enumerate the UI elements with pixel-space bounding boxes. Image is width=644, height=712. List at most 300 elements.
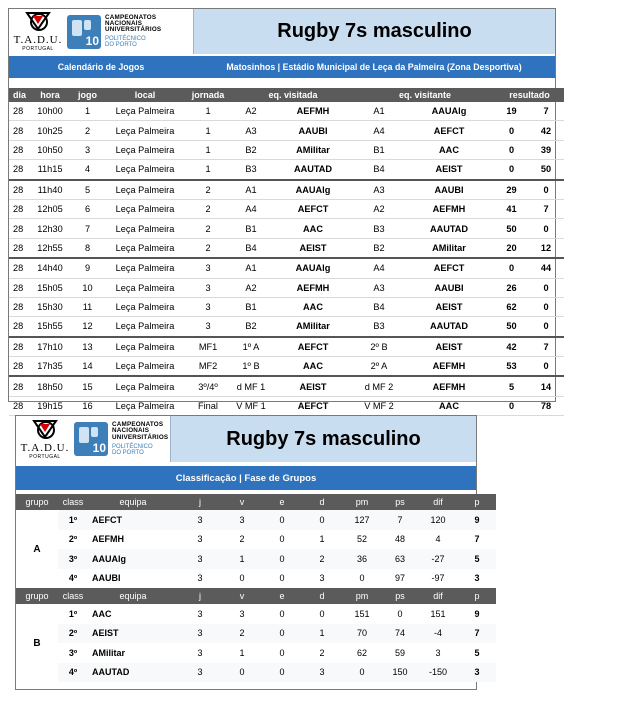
- cell-d: 1: [302, 624, 342, 644]
- cell-s2: 0: [528, 297, 564, 316]
- cell-d: 3: [302, 569, 342, 589]
- cell-pm: 62: [342, 643, 382, 663]
- cell-local: Leça Palmeira: [105, 357, 185, 377]
- cell-d: 0: [302, 510, 342, 530]
- cell-local: Leça Palmeira: [105, 121, 185, 140]
- table-row: [9, 376, 564, 396]
- table-row: [9, 337, 564, 357]
- title-cell: [193, 9, 555, 54]
- col-header: jornada: [185, 88, 231, 102]
- cell-team2: AAUTAD: [403, 317, 495, 337]
- cell-class: 4º: [58, 569, 88, 589]
- cell-team: AEFCT: [88, 510, 178, 530]
- cnu-edition-number: 10: [92, 441, 106, 455]
- col-header: dif: [418, 588, 458, 604]
- tadu-logo-subtext: PORTUGAL: [22, 46, 54, 52]
- cell-dif: 151: [418, 604, 458, 624]
- cell-pos2: B2: [355, 238, 403, 258]
- title-cell: [170, 416, 476, 462]
- cell-team2: AEIST: [403, 337, 495, 357]
- cell-dia: 28: [9, 357, 30, 377]
- cell-jornada: 2: [185, 238, 231, 258]
- cnu-line3: UNIVERSITÁRIOS: [105, 26, 162, 34]
- logo-group: [9, 9, 193, 54]
- logo-group: [16, 416, 170, 462]
- standings-bar: [16, 466, 476, 490]
- table-row: [9, 140, 564, 159]
- calendar-header: [9, 9, 555, 54]
- cell-hora: 10h25: [30, 121, 70, 140]
- cell-team1: AMilitar: [271, 317, 355, 337]
- cell-local: Leça Palmeira: [105, 258, 185, 278]
- cell-jornada: 3: [185, 297, 231, 316]
- cell-jogo: 15: [70, 376, 105, 396]
- cell-ps: 74: [382, 624, 418, 644]
- cell-team1: AEFCT: [271, 396, 355, 415]
- cell-local: Leça Palmeira: [105, 199, 185, 218]
- cell-hora: 12h55: [30, 238, 70, 258]
- cell-pos1: 1º B: [231, 357, 271, 377]
- cell-hora: 19h15: [30, 396, 70, 415]
- col-header: local: [105, 88, 185, 102]
- cell-local: Leça Palmeira: [105, 180, 185, 200]
- cell-hora: 15h55: [30, 317, 70, 337]
- cell-p: 9: [458, 510, 496, 530]
- cnu-emblem-icon: [74, 422, 108, 456]
- cnu-edition-number: 10: [85, 33, 99, 48]
- cell-ps: 7: [382, 510, 418, 530]
- cell-dia: 28: [9, 258, 30, 278]
- cell-jogo: 16: [70, 396, 105, 415]
- cell-team2: AMilitar: [403, 238, 495, 258]
- standings-bar-text: Classificação | Fase de Grupos: [175, 472, 317, 484]
- cell-jornada: 2: [185, 219, 231, 238]
- standings-title: Rugby 7s masculino: [226, 427, 421, 450]
- cell-dia: 28: [9, 396, 30, 415]
- cell-jogo: 12: [70, 317, 105, 337]
- cell-hora: 17h10: [30, 337, 70, 357]
- cell-team2: AEIST: [403, 160, 495, 180]
- cell-team2: AAUAlg: [403, 102, 495, 121]
- col-header: equipa: [88, 494, 178, 510]
- col-header: d: [302, 494, 342, 510]
- cell-j: 3: [178, 510, 222, 530]
- cell-j: 3: [178, 569, 222, 589]
- cell-s2: 7: [528, 199, 564, 218]
- cell-jogo: 4: [70, 160, 105, 180]
- col-header: equipa: [88, 588, 178, 604]
- cell-team: AAUTAD: [88, 663, 178, 683]
- cell-dia: 28: [9, 160, 30, 180]
- cell-jornada: 2: [185, 180, 231, 200]
- table-row: [16, 624, 496, 644]
- cell-pos2: A4: [355, 258, 403, 278]
- calendar-header-row: [9, 88, 564, 102]
- cell-j: 3: [178, 549, 222, 569]
- cell-pos1: A2: [231, 102, 271, 121]
- table-row: [16, 549, 496, 569]
- cell-v: 3: [222, 604, 262, 624]
- col-header: ps: [382, 494, 418, 510]
- cell-hora: 11h15: [30, 160, 70, 180]
- table-row: [16, 643, 496, 663]
- cell-local: Leça Palmeira: [105, 396, 185, 415]
- cell-s1: 20: [495, 238, 528, 258]
- cell-local: Leça Palmeira: [105, 317, 185, 337]
- cell-pos2: A4: [355, 121, 403, 140]
- cell-pm: 127: [342, 510, 382, 530]
- cell-pos2: B1: [355, 140, 403, 159]
- cnu-org1: POLITÉCNICO: [112, 443, 153, 450]
- cell-s1: 0: [495, 258, 528, 278]
- cell-jornada: Final: [185, 396, 231, 415]
- calendar-table: [9, 88, 564, 416]
- cell-s1: 5: [495, 376, 528, 396]
- cell-hora: 10h50: [30, 140, 70, 159]
- cell-pos2: B4: [355, 297, 403, 316]
- cell-j: 3: [178, 604, 222, 624]
- cell-s1: 0: [495, 396, 528, 415]
- cell-v: 0: [222, 569, 262, 589]
- tadu-logo: [9, 11, 67, 52]
- table-row: [9, 121, 564, 140]
- cell-pos2: 2º A: [355, 357, 403, 377]
- tadu-emblem-icon: [25, 11, 51, 33]
- cell-team2: AAC: [403, 396, 495, 415]
- cell-dia: 28: [9, 219, 30, 238]
- cell-local: Leça Palmeira: [105, 219, 185, 238]
- cell-jornada: 3: [185, 258, 231, 278]
- cell-ps: 97: [382, 569, 418, 589]
- cell-pos1: A2: [231, 278, 271, 297]
- cell-s1: 19: [495, 102, 528, 121]
- cell-local: Leça Palmeira: [105, 238, 185, 258]
- cell-j: 3: [178, 530, 222, 550]
- cell-p: 5: [458, 549, 496, 569]
- cell-class: 3º: [58, 549, 88, 569]
- cell-dia: 28: [9, 278, 30, 297]
- col-header: v: [222, 588, 262, 604]
- cell-s2: 0: [528, 278, 564, 297]
- cell-p: 7: [458, 530, 496, 550]
- cell-s1: 0: [495, 140, 528, 159]
- group-label: B: [16, 604, 58, 682]
- col-header: jogo: [70, 88, 105, 102]
- table-row: [16, 530, 496, 550]
- cell-e: 0: [262, 569, 302, 589]
- standings-sheet: [15, 415, 480, 690]
- cell-v: 1: [222, 549, 262, 569]
- cell-team: AAC: [88, 604, 178, 624]
- cnu-line2: NACIONAIS: [105, 19, 143, 27]
- cell-local: Leça Palmeira: [105, 102, 185, 121]
- cell-local: Leça Palmeira: [105, 140, 185, 159]
- cell-s2: 50: [528, 160, 564, 180]
- cell-team1: AAUAlg: [271, 180, 355, 200]
- tadu-logo-text: T.A.D.U.: [13, 34, 63, 46]
- tadu-logo-text: T.A.D.U.: [20, 441, 70, 454]
- cell-s2: 0: [528, 180, 564, 200]
- cell-e: 0: [262, 549, 302, 569]
- cell-p: 5: [458, 643, 496, 663]
- cell-jogo: 14: [70, 357, 105, 377]
- table-row: [9, 160, 564, 180]
- cell-team1: AAC: [271, 219, 355, 238]
- cell-jornada: 3: [185, 278, 231, 297]
- standings-header-row: [16, 588, 496, 604]
- cell-pos2: A3: [355, 278, 403, 297]
- cell-hora: 15h05: [30, 278, 70, 297]
- cell-pos1: B3: [231, 160, 271, 180]
- cell-d: 2: [302, 643, 342, 663]
- cell-team2: AAUBI: [403, 278, 495, 297]
- cell-jornada: 1: [185, 121, 231, 140]
- cell-e: 0: [262, 643, 302, 663]
- cell-team: AAUBI: [88, 569, 178, 589]
- cell-s1: 42: [495, 337, 528, 357]
- cell-jornada: MF2: [185, 357, 231, 377]
- cell-class: 2º: [58, 624, 88, 644]
- tadu-logo: [16, 419, 74, 460]
- cell-v: 2: [222, 530, 262, 550]
- cell-ps: 0: [382, 604, 418, 624]
- cell-class: 1º: [58, 604, 88, 624]
- cell-jogo: 5: [70, 180, 105, 200]
- cell-v: 1: [222, 643, 262, 663]
- cell-e: 0: [262, 604, 302, 624]
- cell-dia: 28: [9, 238, 30, 258]
- cell-p: 3: [458, 663, 496, 683]
- table-row: [9, 317, 564, 337]
- calendar-bar-right: Matosinhos | Estádio Municipal de Leça da Palmeira (Zona Desportiva): [226, 62, 522, 72]
- cell-pos1: A1: [231, 180, 271, 200]
- cell-jogo: 6: [70, 199, 105, 218]
- cell-pos1: B1: [231, 219, 271, 238]
- cell-team: AEFMH: [88, 530, 178, 550]
- table-row: [9, 278, 564, 297]
- cell-e: 0: [262, 663, 302, 683]
- standings-body: [16, 494, 496, 682]
- cell-s2: 39: [528, 140, 564, 159]
- cell-jornada: 1: [185, 160, 231, 180]
- standings-table: [16, 494, 496, 682]
- cell-pos1: A3: [231, 121, 271, 140]
- cell-team: AEIST: [88, 624, 178, 644]
- cell-hora: 14h40: [30, 258, 70, 278]
- cell-ps: 150: [382, 663, 418, 683]
- cell-class: 2º: [58, 530, 88, 550]
- cell-dif: 120: [418, 510, 458, 530]
- cell-pm: 0: [342, 663, 382, 683]
- cell-team2: AEFMH: [403, 376, 495, 396]
- col-header: class: [58, 588, 88, 604]
- cell-s2: 14: [528, 376, 564, 396]
- cell-team2: AEFMH: [403, 357, 495, 377]
- cell-jornada: 3º/4º: [185, 376, 231, 396]
- cell-pos1: B2: [231, 140, 271, 159]
- table-row: [9, 258, 564, 278]
- cell-pos2: B3: [355, 219, 403, 238]
- col-header: j: [178, 494, 222, 510]
- cell-d: 0: [302, 604, 342, 624]
- cell-local: Leça Palmeira: [105, 376, 185, 396]
- cell-v: 0: [222, 663, 262, 683]
- cell-team2: AEFMH: [403, 199, 495, 218]
- cell-p: 7: [458, 624, 496, 644]
- table-row: [16, 663, 496, 683]
- cell-dia: 28: [9, 140, 30, 159]
- cell-jornada: 2: [185, 199, 231, 218]
- cell-pos2: 2º B: [355, 337, 403, 357]
- cell-j: 3: [178, 643, 222, 663]
- cell-s1: 62: [495, 297, 528, 316]
- cell-j: 3: [178, 624, 222, 644]
- cell-dif: -27: [418, 549, 458, 569]
- cell-team1: AEFMH: [271, 102, 355, 121]
- cell-pos1: B1: [231, 297, 271, 316]
- calendar-bar-left: Calendário de Jogos: [57, 62, 145, 72]
- cell-team: AAUAlg: [88, 549, 178, 569]
- col-header: pm: [342, 588, 382, 604]
- cnu-line3: UNIVERSITÁRIOS: [112, 433, 169, 441]
- calendar-sheet: [8, 8, 556, 412]
- cell-team2: AAC: [403, 140, 495, 159]
- cnu-org2: DO PORTO: [105, 42, 137, 49]
- cell-team1: AAC: [271, 357, 355, 377]
- cell-pm: 52: [342, 530, 382, 550]
- cell-dif: 4: [418, 530, 458, 550]
- col-header: dif: [418, 494, 458, 510]
- cnu-org1: POLITÉCNICO: [105, 36, 146, 43]
- table-row: [9, 357, 564, 377]
- col-header: class: [58, 494, 88, 510]
- table-row: [9, 180, 564, 200]
- cell-d: 1: [302, 530, 342, 550]
- cell-v: 2: [222, 624, 262, 644]
- standings-header-row: [16, 494, 496, 510]
- cell-e: 0: [262, 510, 302, 530]
- cell-s1: 41: [495, 199, 528, 218]
- cell-jogo: 11: [70, 297, 105, 316]
- col-header: grupo: [16, 494, 58, 510]
- cell-class: 3º: [58, 643, 88, 663]
- cell-pos2: B3: [355, 317, 403, 337]
- cell-team1: AAUAlg: [271, 258, 355, 278]
- cell-e: 0: [262, 624, 302, 644]
- cell-class: 4º: [58, 663, 88, 683]
- cell-class: 1º: [58, 510, 88, 530]
- cell-jogo: 9: [70, 258, 105, 278]
- cell-pm: 70: [342, 624, 382, 644]
- cell-s2: 44: [528, 258, 564, 278]
- cell-team1: AEIST: [271, 376, 355, 396]
- cell-p: 3: [458, 569, 496, 589]
- cell-local: Leça Palmeira: [105, 278, 185, 297]
- cell-dif: -4: [418, 624, 458, 644]
- cell-team1: AEFCT: [271, 199, 355, 218]
- cell-s1: 50: [495, 317, 528, 337]
- cell-pm: 0: [342, 569, 382, 589]
- group-label: A: [16, 510, 58, 588]
- cell-ps: 63: [382, 549, 418, 569]
- calendar-bar: [9, 56, 555, 78]
- cell-s2: 7: [528, 337, 564, 357]
- cell-dif: -150: [418, 663, 458, 683]
- cell-team1: AMilitar: [271, 140, 355, 159]
- cell-hora: 18h50: [30, 376, 70, 396]
- cell-local: Leça Palmeira: [105, 297, 185, 316]
- col-header: eq. visitante: [355, 88, 495, 102]
- col-header: ps: [382, 588, 418, 604]
- col-header: pm: [342, 494, 382, 510]
- cell-d: 3: [302, 663, 342, 683]
- table-row: [9, 199, 564, 218]
- calendar-body: [9, 102, 564, 416]
- col-header: resultado: [495, 88, 564, 102]
- cell-s1: 29: [495, 180, 528, 200]
- cnu-line2: NACIONAIS: [112, 427, 150, 435]
- cell-dif: -97: [418, 569, 458, 589]
- cell-jogo: 2: [70, 121, 105, 140]
- cnu-logo: [74, 422, 168, 456]
- col-header: j: [178, 588, 222, 604]
- cell-pos2: A1: [355, 102, 403, 121]
- cell-hora: 17h35: [30, 357, 70, 377]
- cell-pos1: A1: [231, 258, 271, 278]
- cell-team1: AAC: [271, 297, 355, 316]
- cnu-line1: CAMPEONATOS: [105, 13, 157, 21]
- cell-pos2: d MF 2: [355, 376, 403, 396]
- cell-dia: 28: [9, 121, 30, 140]
- cell-p: 9: [458, 604, 496, 624]
- cell-hora: 10h00: [30, 102, 70, 121]
- table-row: [9, 238, 564, 258]
- table-row: [9, 396, 564, 415]
- cell-pos1: V MF 1: [231, 396, 271, 415]
- cell-pos2: A2: [355, 199, 403, 218]
- cell-pm: 36: [342, 549, 382, 569]
- cell-v: 3: [222, 510, 262, 530]
- table-row: [16, 604, 496, 624]
- cell-team1: AEFMH: [271, 278, 355, 297]
- standings-header: [16, 416, 476, 462]
- cell-pos2: A3: [355, 180, 403, 200]
- cell-s1: 50: [495, 219, 528, 238]
- cell-hora: 11h40: [30, 180, 70, 200]
- cell-team2: AEIST: [403, 297, 495, 316]
- cnu-logo: [67, 15, 161, 49]
- cell-jornada: 3: [185, 317, 231, 337]
- cell-team1: AAUTAD: [271, 160, 355, 180]
- cell-dia: 28: [9, 102, 30, 121]
- cell-dia: 28: [9, 180, 30, 200]
- cell-local: Leça Palmeira: [105, 337, 185, 357]
- cell-jornada: MF1: [185, 337, 231, 357]
- cell-pos2: V MF 2: [355, 396, 403, 415]
- cnu-emblem-icon: [67, 15, 101, 49]
- cell-dia: 28: [9, 376, 30, 396]
- cell-jogo: 10: [70, 278, 105, 297]
- table-row: [16, 569, 496, 589]
- cell-jogo: 13: [70, 337, 105, 357]
- cell-dia: 28: [9, 317, 30, 337]
- cell-jogo: 7: [70, 219, 105, 238]
- cell-team1: AEFCT: [271, 337, 355, 357]
- cell-s2: 12: [528, 238, 564, 258]
- cell-hora: 15h30: [30, 297, 70, 316]
- cell-hora: 12h30: [30, 219, 70, 238]
- cell-e: 0: [262, 530, 302, 550]
